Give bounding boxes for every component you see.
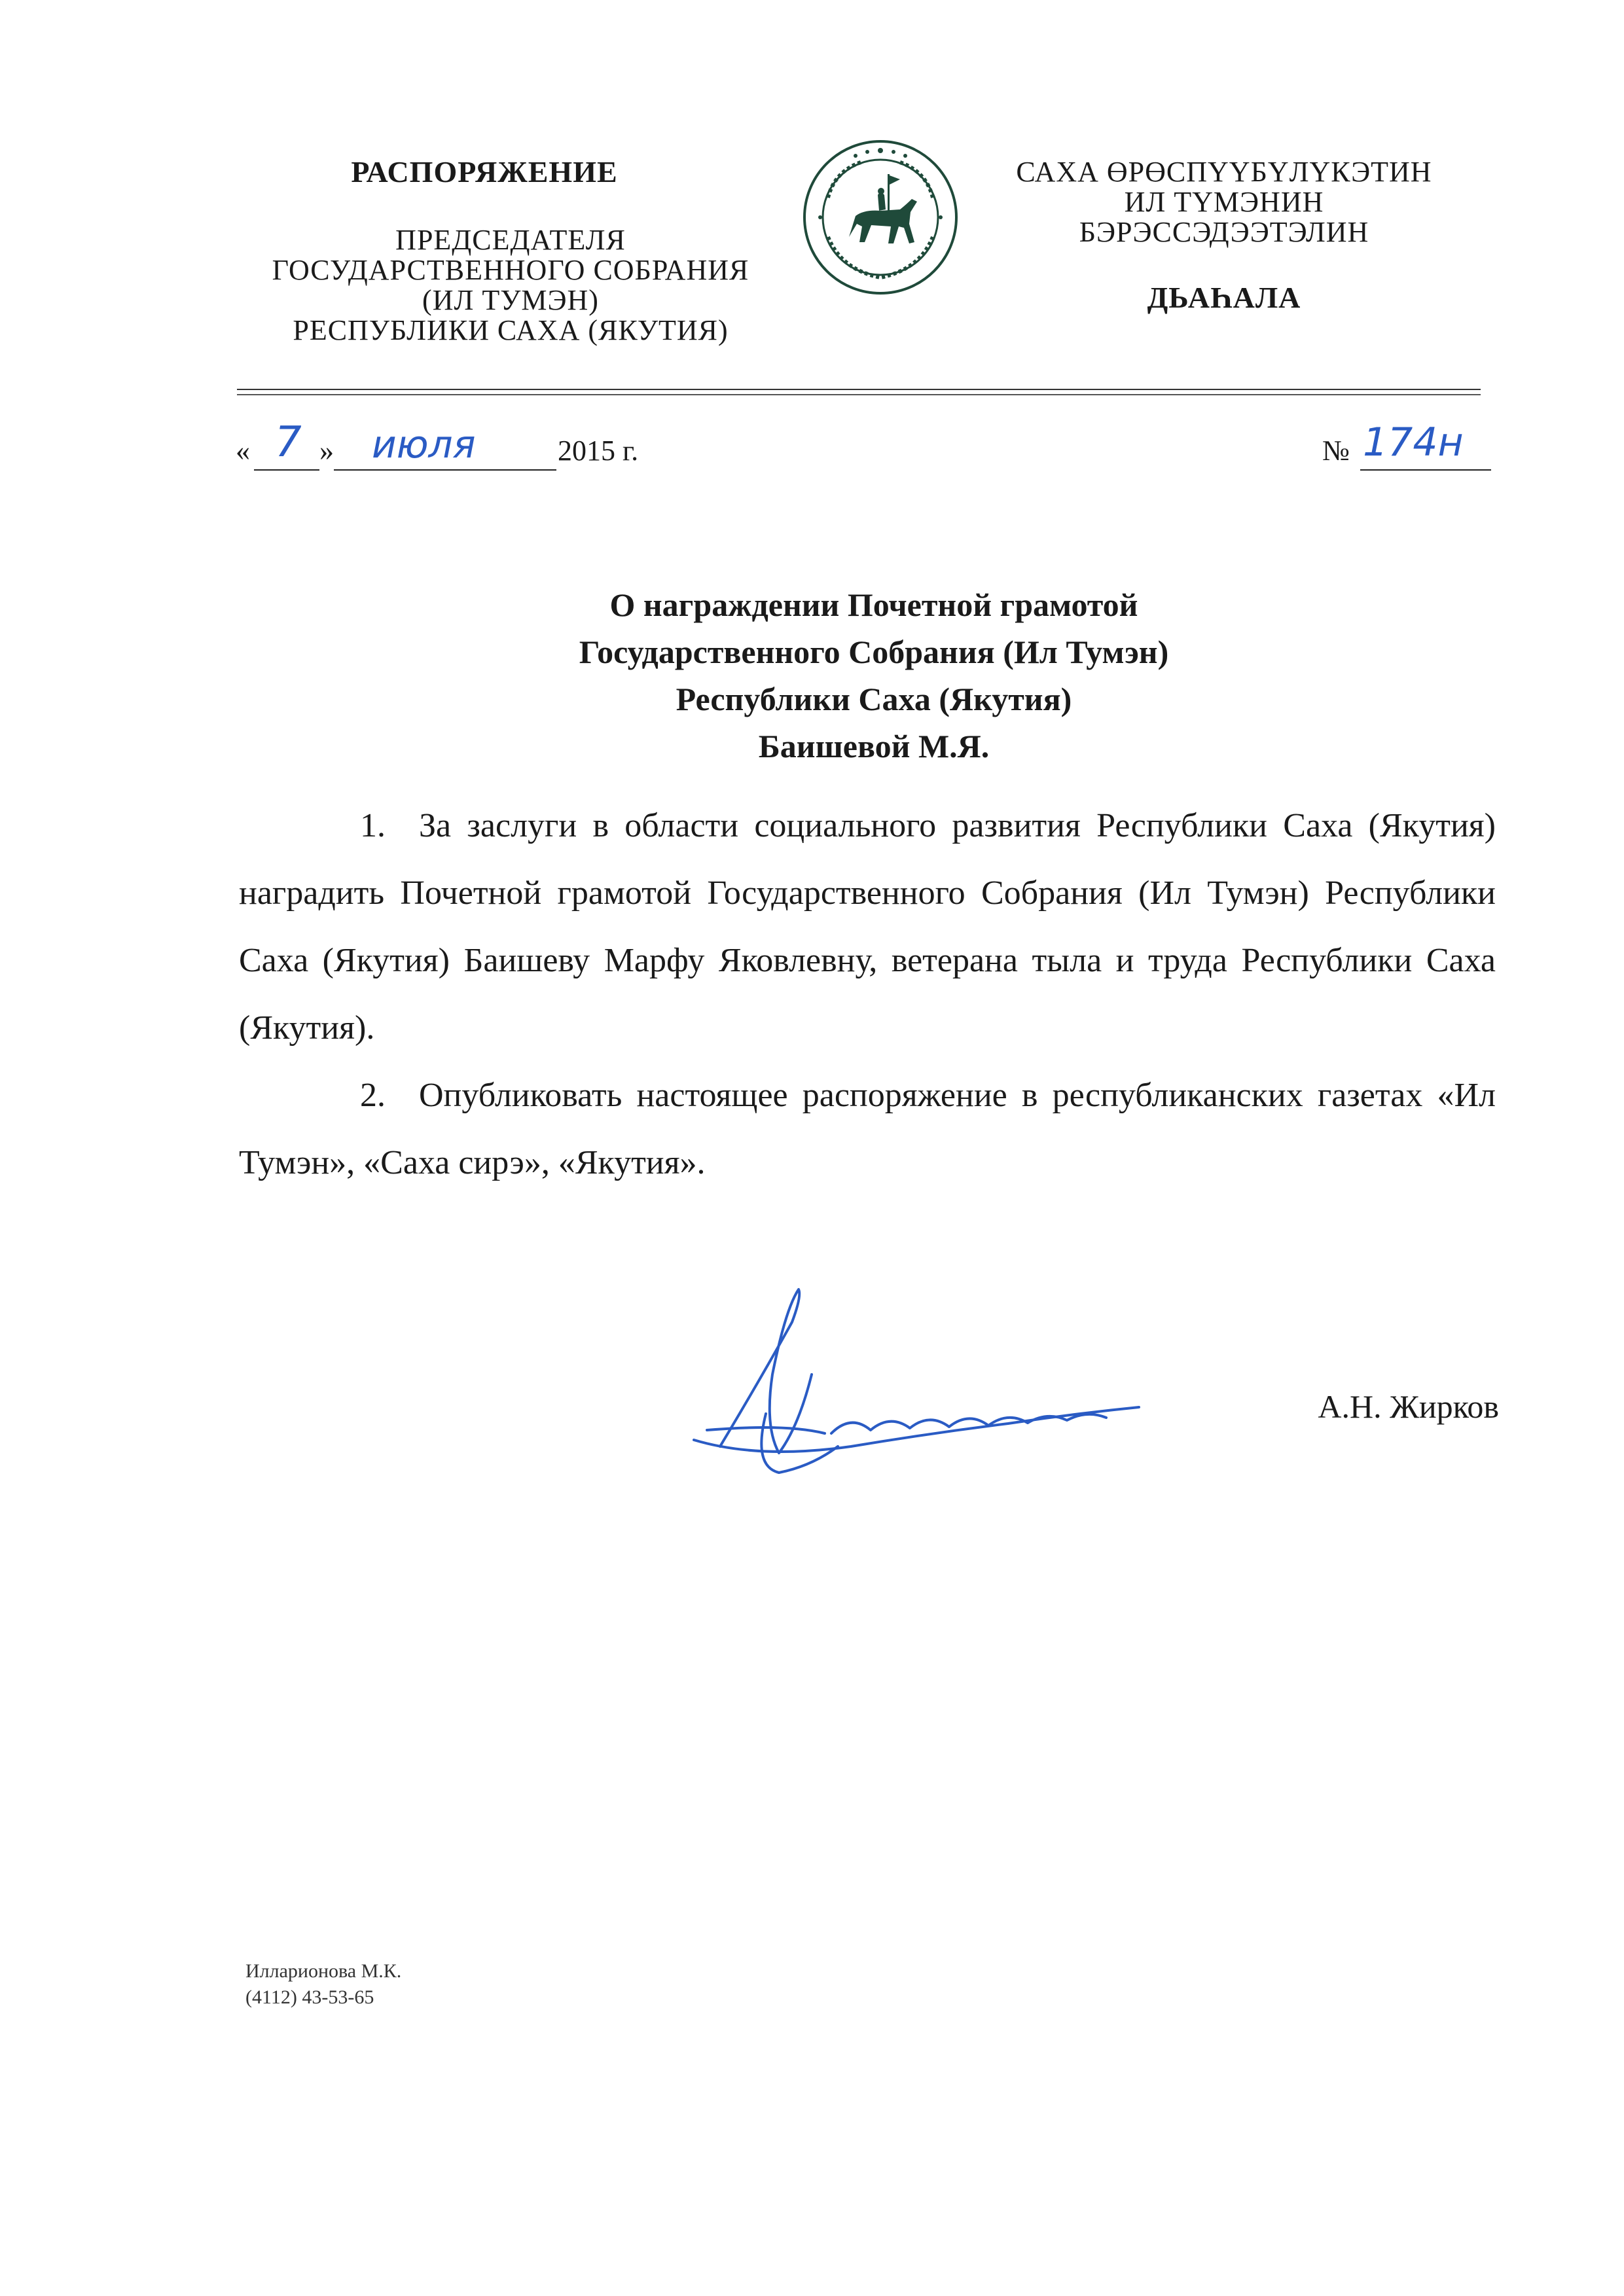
month-underline [334,469,556,471]
coat-of-arms-emblem [802,139,959,296]
sakha-coat-of-arms-icon [802,139,959,296]
date-line [236,418,1479,481]
issuer-line-sakha: ИЛ ТҮМЭНИН [1124,186,1324,218]
paragraph-number: 2. [360,1077,386,1114]
issuer-line: ПРЕДСЕДАТЕЛЯ [395,224,626,256]
handwritten-day: 7 [275,418,302,467]
paragraph-2 [239,1062,1496,1196]
footer-contact [245,1958,401,2011]
number-underline [1360,469,1491,471]
document-body [239,792,1496,1196]
heading-line: Баишевой М.Я. [758,728,990,764]
header-divider [237,389,1481,395]
year: 2015 г. [558,435,639,467]
heading-line: Республики Саха (Якутия) [676,681,1072,717]
issuer-line: ГОСУДАРСТВЕННОГО СОБРАНИЯ [272,254,749,286]
paragraph-number: 1. [360,807,386,844]
issuer-line-sakha: БЭРЭССЭДЭЭТЭЛИН [1079,216,1369,248]
document-heading [236,581,1512,770]
issuer-line: РЕСПУБЛИКИ САХА (ЯКУТИЯ) [293,314,729,346]
issuer-line: (ИЛ ТУМЭН) [422,284,599,316]
executor-phone: (4112) 43-53-65 [245,1986,374,2008]
document-type-title-sakha: ДЬАҺАЛА [1147,281,1301,314]
executor-name: Илларионова М.К. [245,1960,402,1982]
handwritten-number: 174н [1363,420,1464,465]
header-right [975,157,1473,313]
handwritten-month: июля [372,422,476,467]
number-label: № [1322,435,1350,467]
header-left [236,157,785,346]
day-underline [254,469,319,471]
close-quote: » [319,435,334,467]
paragraph-text: За заслуги в области социального развития Республики Саха (Якутия) наградить Почетной грамотой Государственного Собрания (Ил Тумэн) Республики Саха (Якутия) Баишеву Марфу Яковлевну, ветерана тыла и труда Республики Саха (Якутия). [239,807,1496,1047]
issuer-line-sakha: САХА ӨРӨСПҮҮБҮЛҮКЭТИН [1016,156,1432,188]
heading-line: О награждении Почетной грамотой [609,586,1138,623]
signer-name: А.Н. Жирков [1318,1388,1499,1425]
paragraph-1 [239,792,1496,1062]
heading-line: Государственного Собрания (Ил Тумэн) [579,634,1169,670]
paragraph-text: Опубликовать настоящее распоряжение в республиканских газетах «Ил Тумэн», «Саха сирэ», «Якутия». [239,1077,1496,1181]
handwritten-signature [681,1283,1152,1479]
open-quote: « [236,435,250,467]
document-type-title: РАСПОРЯЖЕНИЕ [351,155,618,188]
